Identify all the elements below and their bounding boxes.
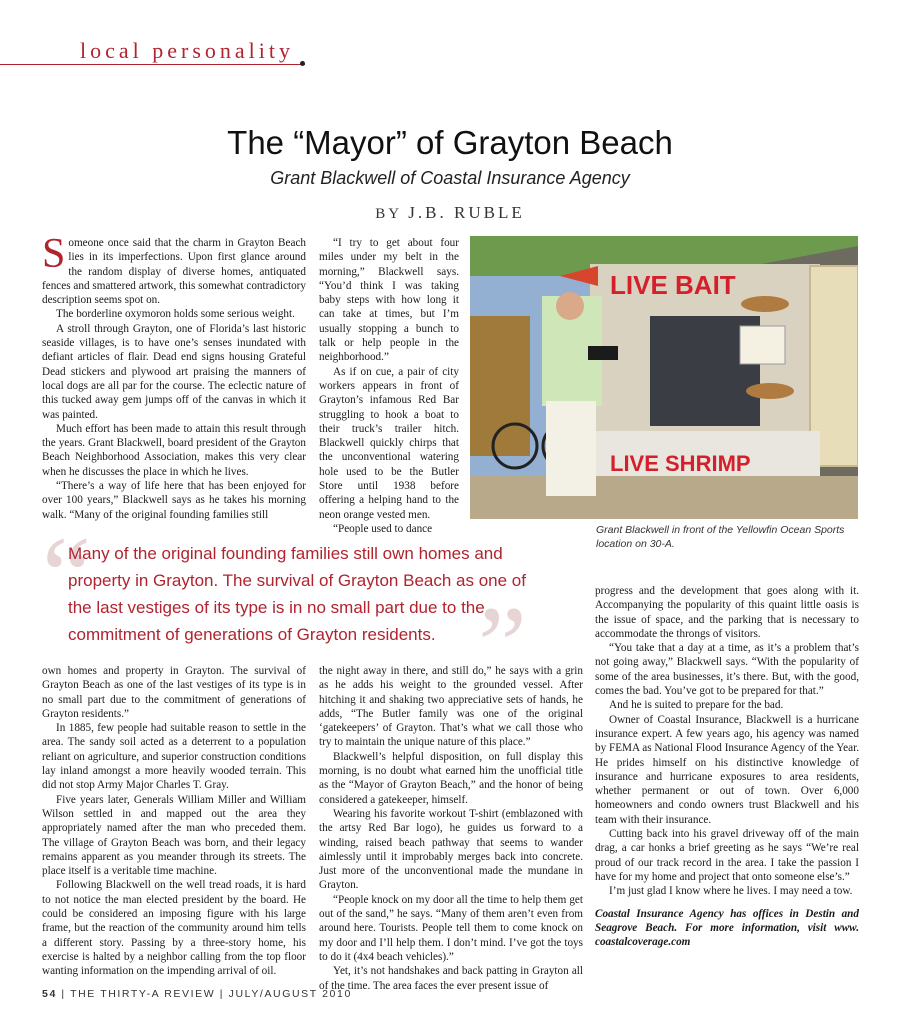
section-rule (0, 64, 305, 65)
paragraph: The borderline oxymoron holds some serious weight. (56, 308, 295, 321)
paragraph: “I try to get about four miles under my belt in the morning,” Blackwell says. “You’d think I was taking baby steps with how long it can take at times, but I’m usually stopping a bunch to talk or help people in the neighborhood.” (319, 237, 459, 364)
column-2-top (319, 236, 459, 536)
publication-name: THE THIRTY-A REVIEW (70, 988, 216, 1000)
photo-illustration (470, 236, 858, 519)
open-quote-mark: “ (42, 514, 91, 636)
paragraph: Cutting back into his gravel driveway off of the main drag, a car honks a brief greeting as he says “We’re real proud of our track record in the area. I take the passion I have for my home and project that onto someone else’s.” (595, 828, 859, 883)
paragraph: Someone once said that the charm in Grayton Beach lies in its imperfections. Upon first glance around the random display of diverse homes, antiquated fences and smattered artwork, this somewhat contradictory description seems spot on. (42, 231, 306, 307)
paragraph: “People knock on my door all the time to help them get out of the sand,” he says. “Many of them aren’t even from around here. Tourists. People tell them to come knock on my door and I’ll help them. I don’t mind. I’ve got the toys to do it (4x4 beach vehicles).” (319, 893, 583, 963)
article-subtitle: Grant Blackwell of Coastal Insurance Agency (270, 168, 630, 188)
paragraph: As if on cue, a pair of city workers appears in front of Grayton’s infamous Red Bar struggling to hook a boat to their truck’s trailer hitch. Blackwell quickly chirps that the unconventional watering hole used to be the Butler Store until 1938 before offering a helping hand to the neon orange vested men. (319, 365, 459, 521)
page-footer (42, 988, 352, 1000)
column-1-top (42, 231, 306, 522)
paragraph: “There’s a way of life here that has been enjoyed for over 100 years,” Blackwell says as he takes his morning walk. “Many of the original founding families still (42, 480, 306, 521)
photo-sign-live-shrimp: LIVE SHRIMP (610, 451, 751, 476)
byline-prefix: BY (375, 206, 402, 222)
paragraph: Following Blackwell on the well tread roads, it is hard to not notice the man elected president by the board. He could be considered an imposing figure with his large frame, but the reaction of the community around him tells a different story. Passing by a three-story home, his exercise is halted by a neighbor calling from the top floor wanting information on the impending arrival of oil. (42, 879, 306, 978)
section-label: local personality (80, 38, 295, 63)
paragraph: own homes and property in Grayton. The survival of Grayton Beach as one of the last vestiges of its type is in no small part due to the commitment of generations of Grayton residents.” (42, 665, 306, 720)
paragraph: And he is suited to prepare for the bad. (609, 699, 784, 712)
article-title: The “Mayor” of Grayton Beach (227, 124, 673, 161)
issue-date: JULY/AUGUST 2010 (228, 988, 352, 1000)
byline (0, 203, 900, 223)
drop-cap: S (42, 231, 66, 277)
paragraph: progress and the development that goes along with it. Accompanying the popularity of this quaint little oasis is the issue of space, and the parking that is necessary to accommodate the throngs of visitors. (595, 585, 859, 640)
paragraph: A stroll through Grayton, one of Florida’s last historic seaside villages, is to have one’s senses inundated with defiant articles of flair. Dead end signs housing Grateful Dead stickers and plywood art praising the manners of local dogs are all par for the course. The eclectic nature of this tucked away gem jumps off of the canvas in which it was painted. (42, 322, 306, 421)
column-1-bottom (42, 664, 306, 979)
pull-quote: Many of the original founding families still own homes and property in Grayton. The survival of Grayton Beach as one of the last vestiges of its type is in no small part due to the commitment of generations of Grayton residents. (68, 544, 526, 644)
photo-sign-live-bait: LIVE BAIT (610, 270, 736, 300)
footer-separator: | (61, 988, 66, 1000)
paragraph: “You take that a day at a time, as it’s a problem that’s not going away,” Blackwell says. “With the popularity of some of the area businesses, it’s there. But, with the good, comes the bad. You’ve got to be prepared for that.” (595, 642, 859, 698)
paragraph: Much effort has been made to attain this result through the years. Grant Blackwell, board president of the Grayton Beach Neighborhood Association, makes this very clear when he discusses the place in which he lives. (42, 422, 306, 478)
paragraph: “People used to dance (333, 522, 433, 535)
page-number: 54 (42, 988, 57, 1000)
contact-note: Coastal Insurance Agency has offices in Destin and Seagrove Beach. For more information, visit www. coastalcoverage.com (595, 907, 859, 949)
footer-separator: | (219, 988, 225, 1000)
section-rule-dot (300, 61, 305, 66)
column-2-bottom (319, 664, 583, 993)
column-3 (595, 584, 859, 949)
paragraph: the night away in there, and still do,” he says with a grin as he adds his weight to the grounded vessel. After hitching it and shaking two appreciative sets of hands, he adds, “The Butler family was one of the original ‘gatekeepers’ of Grayton. That’s what we call those who try to maintain the unique nature of this place.” (319, 665, 583, 749)
paragraph: Blackwell’s helpful disposition, on full display this morning, is no doubt what earned him the unofficial title as the “Mayor of Grayton Beach,” and the honor of being considered a gatekeeper, himself. (319, 750, 583, 806)
paragraph: Yet, it’s not handshakes and back patting in Grayton all of the time. The area faces the ever present issue of (319, 965, 583, 992)
paragraph: Owner of Coastal Insurance, Blackwell is a hurricane insurance expert. A few years ago, his agency was named by FEMA as National Flood Insurance Agency of the Year. He prides himself on his distinctive knowledge of insurance and hurricane exposures to area residents, whether permanent or out of town. Over 6,000 homeowners and condo owners trust Blackwell and his team with their insurance. (595, 713, 859, 826)
photo-caption: Grant Blackwell in front of the Yellowfin Ocean Sports location on 30-A. (596, 524, 845, 550)
article-photo (470, 236, 858, 519)
paragraph: In 1885, few people had suitable reason to settle in the area. The sandy soil acted as a deterrent to a population reliant on agriculture, and superior construction conditions lay inland amongst a more heavily wooded terrain. This did not stop Army Major Charles T. Gray. (42, 722, 306, 792)
author-name: J.B. RUBLE (408, 203, 525, 222)
paragraph: Five years later, Generals William Miller and William Wilson settled in and mapped out the area they appropriately named after the man who preceded them. The village of Grayton Beach was born, and their legacy remains apparent as you meander through its streets. The place itself is a veritable time machine. (42, 793, 306, 878)
paragraph: Wearing his favorite workout T-shirt (emblazoned with the artsy Red Bar logo), he guides us forward to a winding, raised beach pathway that seems to wander aimlessly until it improbably merges back into concrete. Just more of the unconventional made the mundane in Grayton. (319, 807, 583, 892)
paragraph: I’m just glad I know where he lives. I may need a tow. (609, 885, 853, 898)
close-quote-mark: ” (478, 584, 527, 706)
